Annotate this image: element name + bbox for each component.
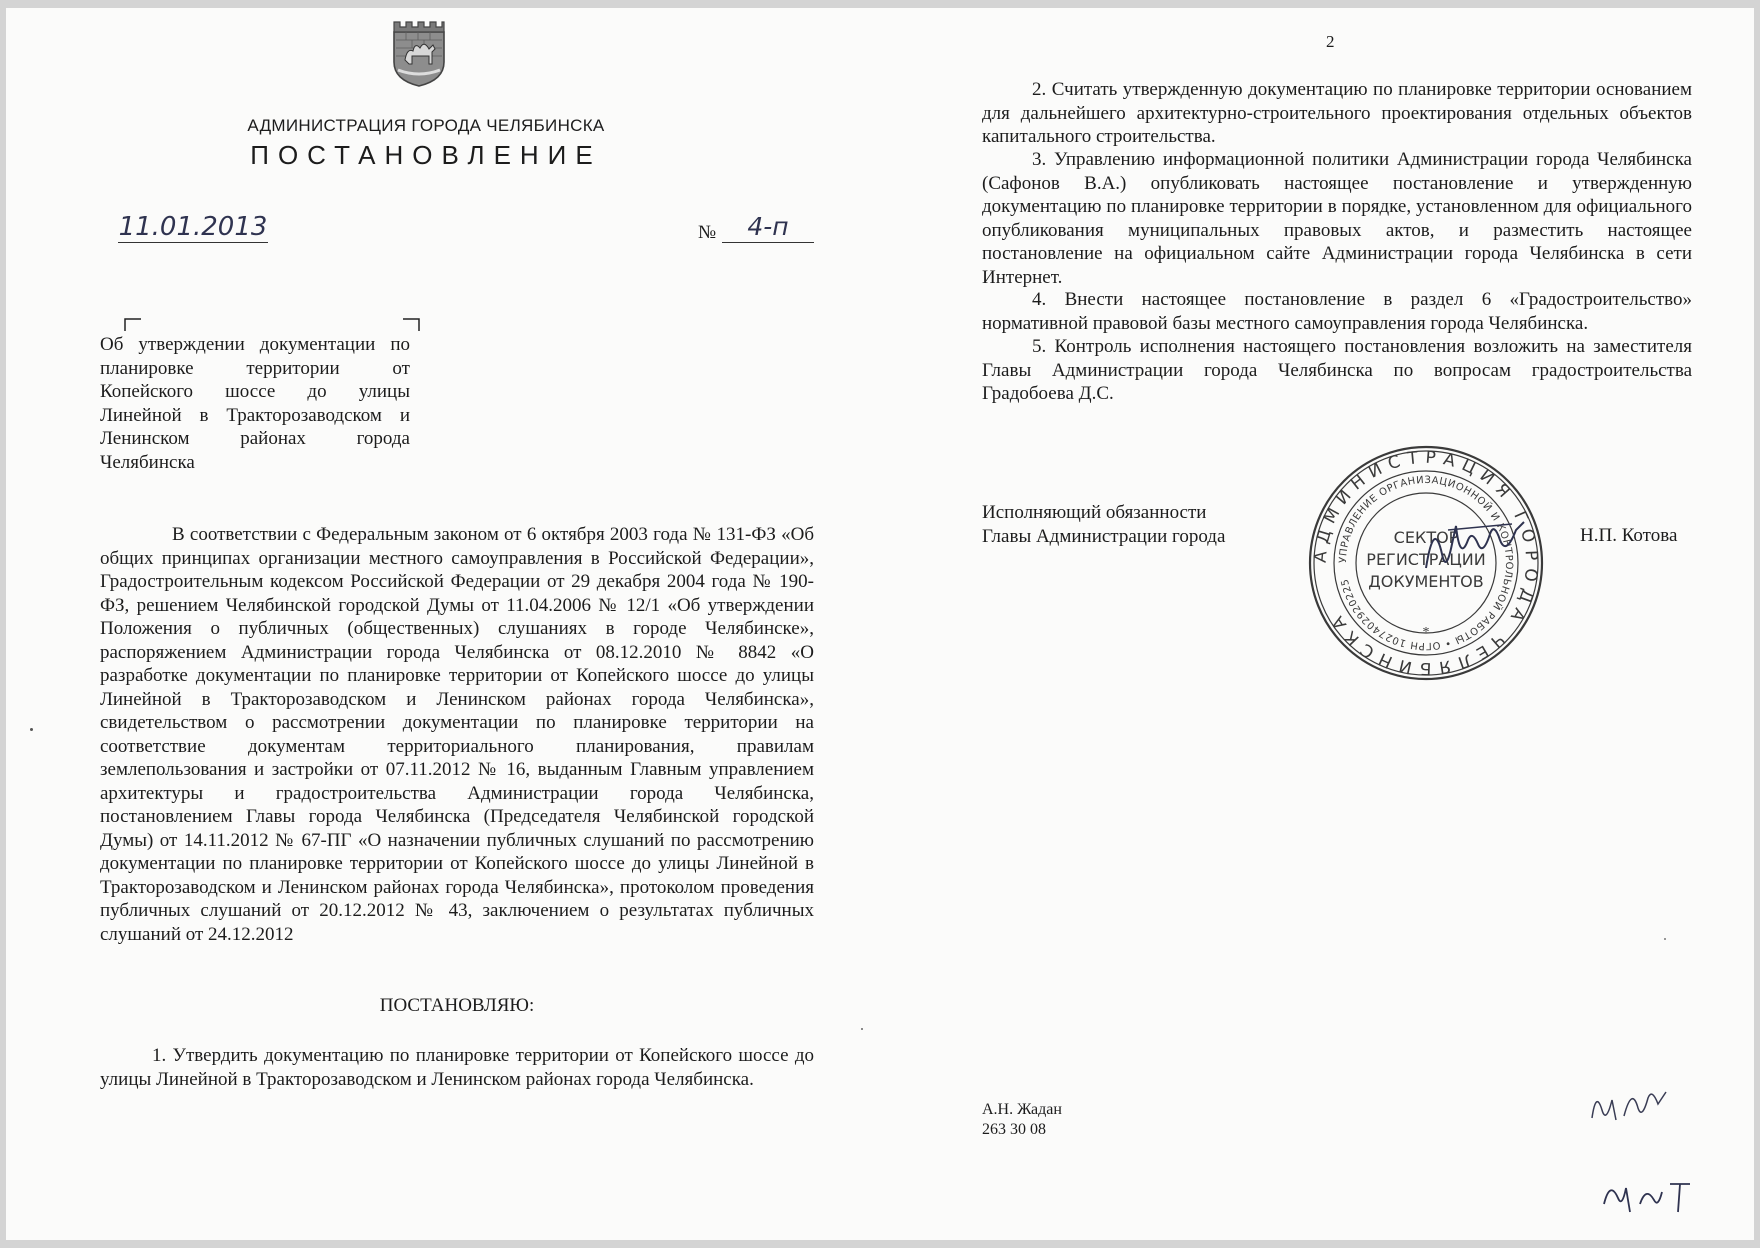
handwritten-signature bbox=[1420, 504, 1530, 587]
item-5: 5. Контроль исполнения настоящего постановления возложить на заместителя Главы Администрации города Челябинска по вопросам градостроительства Градобоева Д.С. bbox=[982, 336, 1692, 404]
subject-corner-right bbox=[402, 318, 420, 332]
handwritten-initials-bottom bbox=[1598, 1174, 1698, 1223]
item-1: 1. Утвердить документацию по планировке территории от Копейского шоссе до улицы Линейной в Тракторозаводском и Ленинском районах города Челябинска. bbox=[100, 1045, 814, 1090]
decree-word: ПОСТАНОВЛЯЮ: bbox=[379, 995, 535, 1016]
city-coat-of-arms bbox=[388, 18, 450, 88]
performer-phone: 263 30 08 bbox=[982, 1121, 1046, 1138]
item-3: 3. Управлению информационной политики Администрации города Челябинска (Сафонов В.А.) опубликовать настоящее постановление и утвержденную документацию по планировке территории в порядке, установленном для официального опубликования муниципальных правовых актов, и разместить настоящее постановление на официальном сайте Администрации города Челябинска в сети Интернет. bbox=[982, 149, 1692, 288]
signatory-name: Н.П. Котова bbox=[1580, 525, 1678, 546]
subject-corner-left bbox=[124, 318, 142, 332]
handwritten-date: 11.01.2013 bbox=[118, 212, 268, 242]
item-2: 2. Считать утвержденную документацию по планировке территории основанием для дальнейшего архитектурно-строительного проектирования отдельных объектов капитального строительства. bbox=[982, 79, 1692, 147]
signatory-title bbox=[982, 501, 1225, 548]
stamp-inner-text: УПРАВЛЕНИЕ ОРГАНИЗАЦИОННОЙ И КОНТРОЛЬНОЙ РАБОТЫ • ОГРН 1027402920225 bbox=[1337, 474, 1515, 652]
page-number: 2 bbox=[1326, 32, 1335, 51]
stamp-center-line-1: СЕКТОР bbox=[1393, 528, 1459, 547]
signatory-title-line-2: Главы Администрации города bbox=[982, 525, 1226, 547]
organization-heading: АДМИНИСТРАЦИЯ ГОРОДА ЧЕЛЯБИНСКА bbox=[247, 116, 605, 135]
stamp-outer-text: АДМИНИСТРАЦИЯ ГОРОДА ЧЕЛЯБИНСКА bbox=[1310, 447, 1542, 679]
scan-speck bbox=[1664, 938, 1666, 940]
scan-speck bbox=[30, 728, 33, 731]
scan-speck bbox=[861, 1028, 863, 1030]
number-label: № bbox=[698, 222, 717, 243]
stamp-center-line-3: ДОКУМЕНТОВ bbox=[1368, 572, 1484, 591]
performer-info bbox=[982, 1100, 1062, 1140]
performer-name: А.Н. Жадан bbox=[982, 1101, 1062, 1118]
stamp-center-line-2: РЕГИСТРАЦИИ bbox=[1366, 550, 1486, 569]
handwritten-initials-top bbox=[1586, 1080, 1676, 1131]
handwritten-number: 4-п bbox=[722, 212, 814, 243]
signatory-title-line-1: Исполняющий обязанности bbox=[982, 502, 1207, 523]
document-type-title: ПОСТАНОВЛЕНИЕ bbox=[250, 140, 602, 170]
item-4: 4. Внести настоящее постановление в раздел 6 «Градостроительство» нормативной правовой базы местного самоуправления города Челябинска. bbox=[982, 289, 1692, 334]
preamble-paragraph: В соответствии с Федеральным законом от 6 октября 2003 года № 131-ФЗ «Об общих принципах организации местного самоуправления в Российской Федерации», Градостроительным кодексом Российской Федерации от 29 декабря 2004 года № 190-ФЗ, решением Челябинской городской Думы от 11.04.2006 № 12/1 «Об утверждении Положения о публичных (общественных) слушаниях в городе Челябинске», распоряжением Администрации города Челябинска от 08.12.2010 № 8842 «О разработке документации по планировке территории от Копейского шоссе до улицы Линейной в Тракторозаводском и Ленинском районах города Челябинска», свидетельством о рассмотрении документации по планировке территории на соответствие документам территориального планирования, правилам землепользования и застройки от 07.11.2012 № 16, выданным Главным управлением архитектуры и градостроительства Администрации города Челябинска, постановлением Главы города Челябинска (Председателя Челябинской городской Думы) от 14.11.2012 № 67-ПГ «О назначении публичных слушаний по рассмотрению документации по планировке территории от Копейского шоссе до улицы Линейной в Тракторозаводском и Ленинском районах города Челябинска», протоколом проведения публичных слушаний от 20.12.2012 № 43, заключением о результатах публичных слушаний от 24.12.2012 bbox=[100, 524, 814, 945]
document-subject: Об утверждении документации по планировке территории от Копейского шоссе до улицы Линейной в Тракторозаводском и Ленинском районах города Челябинска bbox=[100, 334, 410, 473]
stamp-star: * bbox=[1422, 625, 1430, 640]
document-spread bbox=[6, 8, 1754, 1240]
